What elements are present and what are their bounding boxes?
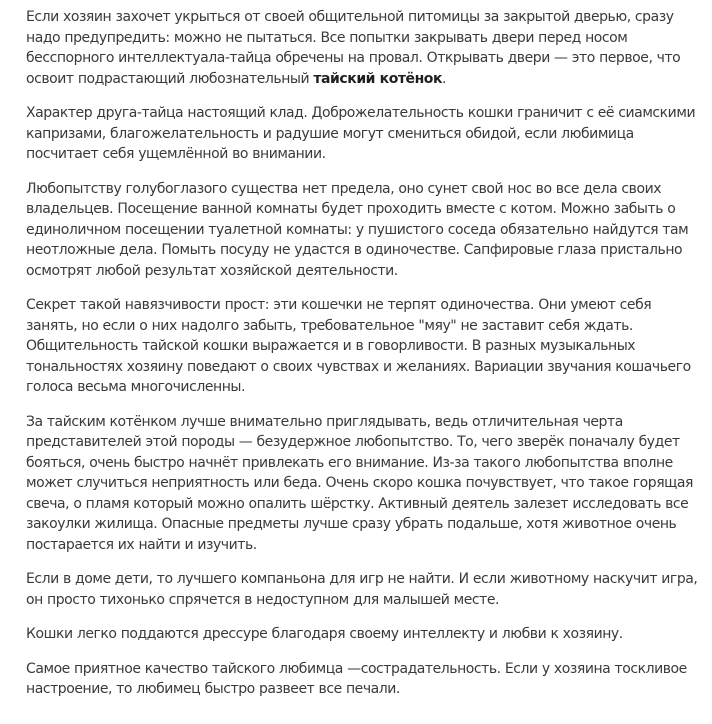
paragraph-compassion: Самое приятное качество тайского любимца —сострадательность. Если у хозяина тоскливое настроение, то любимец быстро развеет все печали. [26,660,687,697]
paragraph-door-opening [26,7,702,89]
paragraph-text: . [442,70,447,87]
paragraph-curiosity: Любопытству голубоглазого существа нет предела, оно сунет свой нос во все дела своих владельцев. Посещение ванной комнаты будет проходить вместе с котом. Можно забыть о единоличном посещении туалетной комнаты: у пушистого соседа обязательно найдутся там неотложные дела. Помыть посуду не удастся в одиночестве. Сапфировые глаза пристально осмотрят любой результат хозяйской деятельности. [26,180,689,279]
paragraph-loneliness: Секрет такой навязчивости прост: эти кошечки не терпят одиночества. Они умеют себя занять, но если о них надолго забыть, требовательное "мяу" не заставит себя ждать. Общительность тайской кошки выражается и в говорливости. В разных музыкальных тональностях хозяину поведают о своих чувствах и желаниях. Вариации звучания кошачьего голоса весьма многочисленны. [26,297,691,395]
paragraph-training: Кошки легко поддаются дрессуре благодаря своему интеллекту и любви к хозяину. [26,626,623,642]
thai-kitten-link[interactable]: тайский котёнок [313,70,443,87]
paragraph-text: Если хозяин захочет укрыться от своей общительной питомицы за закрытой дверью, сразу надо предупредить: можно не пытаться. Все попытки закрывать двери перед носом бесспорного интеллектуала-тайца обречены на провал. Открывать двери — это первое, что освоит подрастающий любознательный [26,9,681,87]
paragraph-children: Если в доме дети, то лучшего компаньона для игр не найти. И если животному наскучит игра, он просто тихонько спрячется в недоступном для малышей месте. [26,571,698,608]
paragraph-supervision: За тайским котёнком лучше внимательно приглядывать, ведь отличительная черта представителей этой породы — безудержное любопытство. То, чего зверёк поначалу будет бояться, очень быстро начнёт привлекать его внимание. Из-за такого любопытства вполне может случиться неприятность или беда. Очень скоро кошка почувствует, что такое горящая свеча, о пламя который можно опалить шёрстку. Активный деятель залезет исследовать все закоулки жилища. Опасные предметы лучше сразу убрать подальше, хотя животное очень постарается их найти и изучить. [26,413,694,553]
paragraph-character: Характер друга-тайца настоящий клад. Доброжелательность кошки граничит с её сиамскими капризами, благожелательность и радушие могут смениться обидой, если любимица посчитает себя ущемлённой во внимании. [26,105,696,162]
article-body [26,7,702,714]
